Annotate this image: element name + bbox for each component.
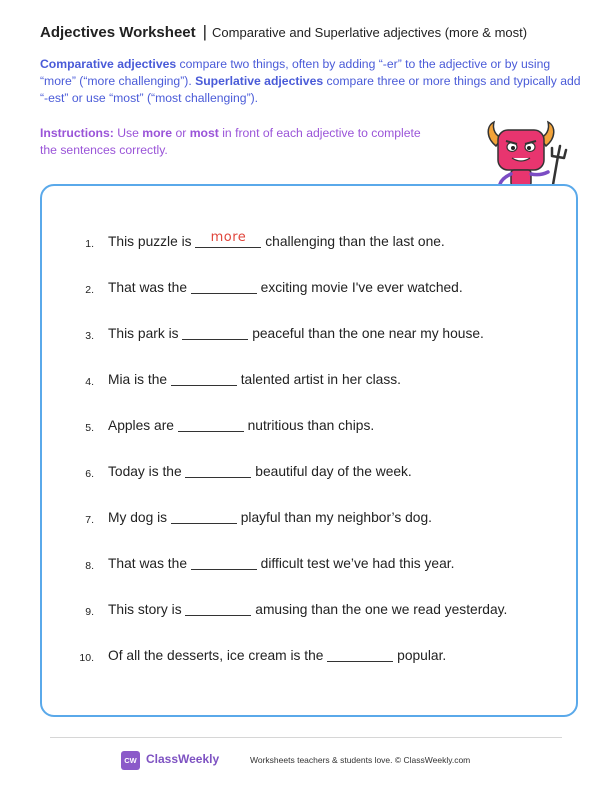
title-separator: | [202, 22, 208, 41]
page-title: Adjectives Worksheet [40, 23, 196, 41]
question-text-after: exciting movie I've ever watched. [256, 280, 463, 295]
question-text-after: nutritious than chips. [243, 418, 375, 433]
question-number: 2. [85, 284, 94, 296]
question-item [42, 509, 580, 533]
answer-blank[interactable] [171, 372, 237, 386]
questions-panel [40, 184, 578, 717]
question-number: 9. [85, 606, 94, 618]
answer-blank[interactable] [195, 230, 261, 248]
question-text-after: playful than my neighbor’s dog. [236, 510, 432, 525]
answer-blank[interactable] [178, 418, 244, 432]
question-text-after: talented artist in her class. [236, 372, 401, 387]
answer-blank[interactable] [327, 648, 393, 662]
question-text-before: My dog is [108, 510, 171, 525]
question-text-before: Apples are [108, 418, 178, 433]
answer-blank[interactable] [182, 326, 248, 340]
footer-tagline: Worksheets teachers & students love. © ClassWeekly.com [250, 755, 471, 765]
page-subtitle: Comparative and Superlative adjectives (more & most) [212, 24, 528, 40]
instructions-text-3: in front of each adjective to complete the sentences correctly. [40, 126, 421, 157]
answer-blank[interactable] [171, 510, 237, 524]
keyword-most: most [189, 126, 219, 140]
question-item [42, 555, 580, 579]
answer-blank[interactable] [191, 280, 257, 294]
question-item [42, 371, 580, 395]
question-text-before: That was the [108, 280, 191, 295]
footer-divider [50, 737, 562, 738]
instructions-label: Instructions: [40, 126, 114, 140]
question-number: 8. [85, 560, 94, 572]
question-item [42, 601, 580, 625]
answer-blank[interactable] [185, 602, 251, 616]
question-text-after: popular. [393, 648, 447, 663]
question-number: 4. [85, 376, 94, 388]
instructions-paragraph [40, 125, 440, 159]
worksheet-header [40, 22, 527, 42]
question-item [42, 279, 580, 303]
instructions-text-2: or [172, 126, 190, 140]
answer-blank[interactable] [191, 556, 257, 570]
question-text-before: Today is the [108, 464, 186, 479]
question-item [42, 325, 580, 349]
question-number: 6. [85, 468, 94, 480]
comparative-term: Comparative adjectives [40, 57, 177, 71]
answer-blank[interactable] [185, 464, 251, 478]
question-text-after: amusing than the one we read yesterday. [251, 602, 508, 617]
intro-text-2: compare three or more things and typically add “-est” or use “most” (“most challenging”). [40, 74, 581, 105]
superlative-term: Superlative adjectives [195, 74, 324, 88]
answer-text: more [210, 230, 247, 245]
question-text-before: This park is [108, 326, 183, 341]
question-text-before: Mia is the [108, 372, 171, 387]
intro-text-1: compare two things, often by adding “-er” to the adjective or by using “more” (“more challenging”). [40, 57, 551, 88]
question-item [42, 417, 580, 441]
question-text-before: That was the [108, 556, 191, 571]
question-number: 1. [85, 238, 94, 250]
question-number: 3. [85, 330, 94, 342]
question-number: 5. [85, 422, 94, 434]
question-number: 7. [85, 514, 94, 526]
question-number: 10. [79, 652, 94, 664]
question-text-after: difficult test we’ve had this year. [256, 556, 455, 571]
question-text-before: Of all the desserts, ice cream is the [108, 648, 328, 663]
question-text-after: challenging than the last one. [261, 234, 445, 249]
keyword-more: more [142, 126, 173, 140]
instructions-text-1: Use [113, 126, 143, 140]
question-item [42, 463, 580, 487]
classweekly-logo-icon: CW [121, 751, 140, 770]
question-text-after: beautiful day of the week. [251, 464, 412, 479]
question-text-before: This story is [108, 602, 186, 617]
question-text-after: peaceful than the one near my house. [248, 326, 484, 341]
question-item [42, 647, 580, 671]
brand-name: ClassWeekly [146, 752, 220, 766]
question-item [42, 230, 580, 257]
intro-paragraph [40, 56, 588, 107]
question-text-before: This puzzle is [108, 234, 196, 249]
